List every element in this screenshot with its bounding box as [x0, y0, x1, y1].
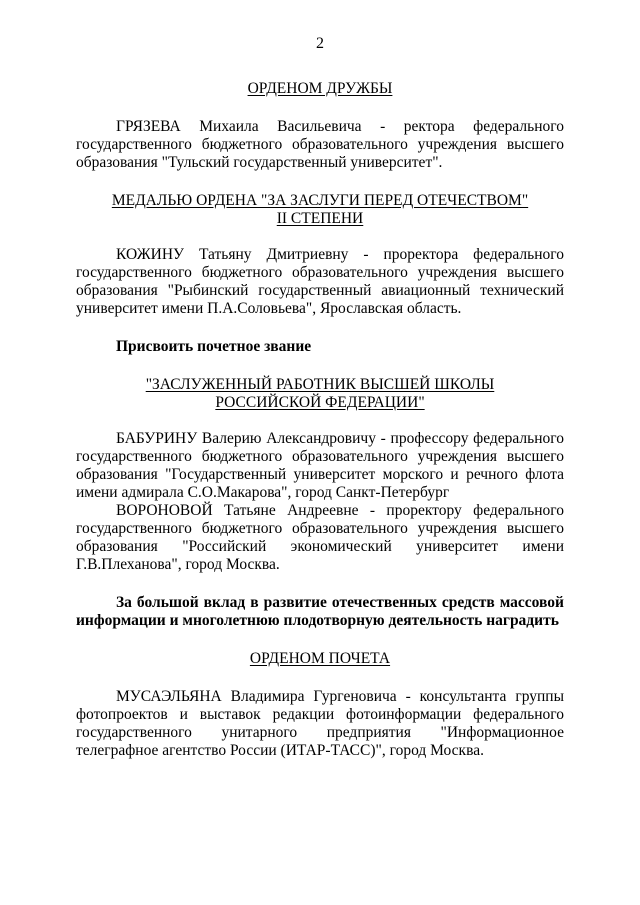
award-paragraph-musaelyan: МУСАЭЛЬЯНА Владимира Гургеновича - консультанта группы фотопроектов и выставок редакции фотоинформации федерального государственного унитарного предприятия "Информационное телеграфное агентство России (ИТАР-ТАСС)", город Москва. [76, 688, 564, 759]
heading-medal-line2: II СТЕПЕНИ [276, 210, 364, 227]
heading-order-of-honor: ОРДЕНОМ ПОЧЕТА [249, 650, 391, 667]
honorary-title-intro: Присвоить почетное звание [116, 338, 312, 355]
heading-honorary-title-line2: РОССИЙСКОЙ ФЕДЕРАЦИИ" [215, 394, 425, 411]
award-paragraph-kozhina: КОЖИНУ Татьяну Дмитриевну - проректора федерального государственного бюджетного образовательного учреждения высшего образования "Рыбинский государственный авиационный технический университет имени П.А.Соловьева", Ярославская область. [76, 246, 564, 317]
heading-order-of-friendship: ОРДЕНОМ ДРУЖБЫ [247, 80, 393, 97]
heading-honorary-title-line1: "ЗАСЛУЖЕННЫЙ РАБОТНИК ВЫСШЕЙ ШКОЛЫ [145, 376, 495, 393]
heading-medal-line1: МЕДАЛЬЮ ОРДЕНА "ЗА ЗАСЛУГИ ПЕРЕД ОТЕЧЕСТВОМ" [111, 192, 529, 209]
page-number: 2 [316, 35, 324, 52]
award-paragraph-baburin: БАБУРИНУ Валерию Александровичу - профессору федерального государственного бюджетного образовательного учреждения высшего образования "Государственный университет морского и речного флота имени адмирала С.О.Макарова", город Санкт-Петербург [76, 430, 564, 501]
award-paragraph-voronova: ВОРОНОВОЙ Татьяне Андреевне - проректору федерального государственного бюджетного образовательного учреждения высшего образования "Российский экономический университет имени Г.В.Плеханова", город Москва. [76, 502, 564, 573]
award-paragraph-gryazev: ГРЯЗЕВА Михаила Васильевича - ректора федерального государственного бюджетного образовательного учреждения высшего образования "Тульский государственный университет". [76, 118, 564, 171]
document-body [76, 80, 564, 760]
media-award-intro: За большой вклад в развитие отечественных средств массовой информации и многолетнюю плодотворную деятельность наградить [76, 594, 564, 629]
